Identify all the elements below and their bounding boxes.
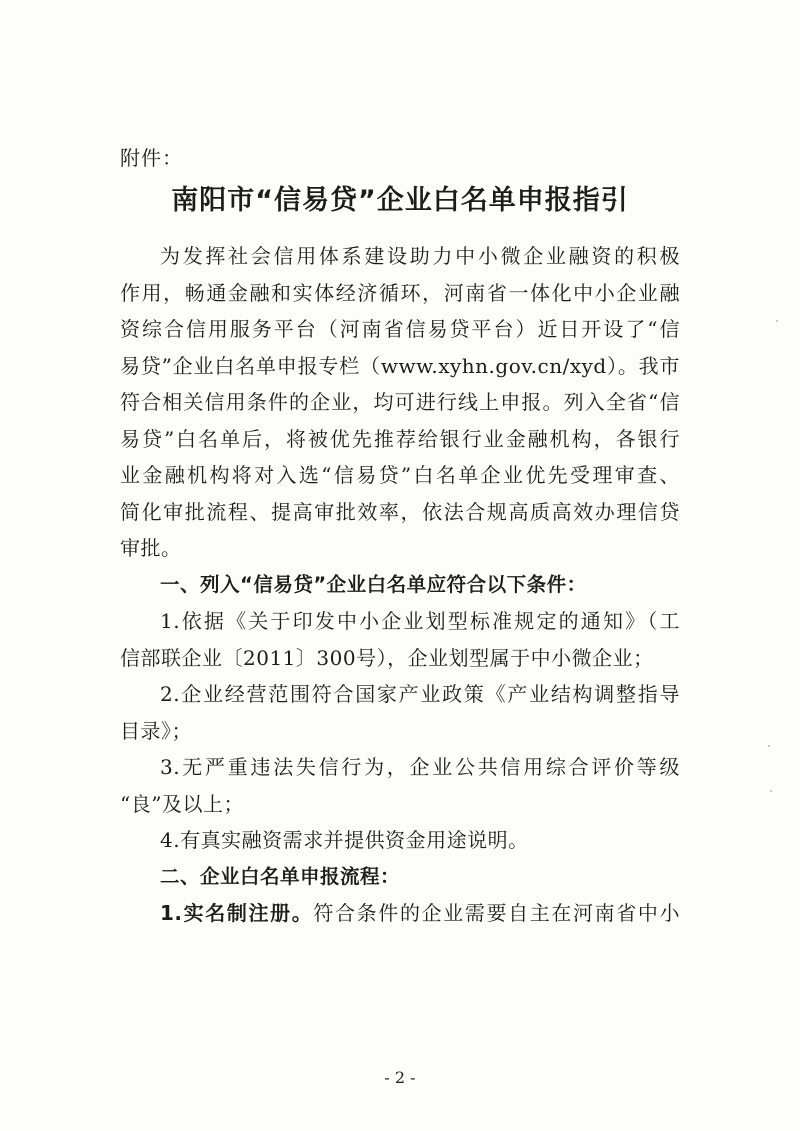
body-line: 3.无严重违法失信行为，企业公共信用综合评价等级 <box>160 755 680 779</box>
attachment-label: 附件： <box>120 146 183 170</box>
body-line: 易贷”白名单后，将被优先推荐给银行业金融机构，各银行 <box>120 426 680 451</box>
section-heading: 二、企业白名单申报流程： <box>160 864 401 888</box>
body-line <box>120 895 680 932</box>
step-text: 符合条件的企业需要自主在河南省中小 <box>313 901 680 925</box>
scan-speck <box>776 320 778 322</box>
document-body <box>120 238 680 932</box>
body-line: 作用，畅通金融和实体经济循环，河南省一体化中小企业融 <box>120 280 680 305</box>
document-title: 南阳市“信易贷”企业白名单申报指引 <box>171 185 629 216</box>
step-label: 1.实名制注册。 <box>160 901 314 925</box>
section-heading: 一、列入“信易贷”企业白名单应符合以下条件： <box>160 572 587 596</box>
body-line: “良”及以上； <box>120 791 244 816</box>
body-line: 4.有真实融资需求并提供资金用途说明。 <box>160 828 529 852</box>
body-line: 目录》； <box>120 718 192 743</box>
body-line: 易贷”企业白名单申报专栏（www.xyhn.gov.cn/xyd）。我市 <box>120 353 680 378</box>
body-line: 业金融机构将对入选“信易贷”白名单企业优先受理审查、 <box>120 463 680 487</box>
body-line: 资综合信用服务平台（河南省信易贷平台）近日开设了“信 <box>120 317 680 341</box>
body-line: 符合相关信用条件的企业，均可进行线上申报。列入全省“信 <box>120 390 680 414</box>
page-number: - 2 - <box>384 1068 416 1087</box>
body-line: 1.依据《关于印发中小企业划型标准规定的通知》（工 <box>160 609 680 633</box>
body-line: 2.企业经营范围符合国家产业政策《产业结构调整指导 <box>160 682 680 706</box>
body-line: 简化审批流程、提高审批效率，依法合规高质高效办理信贷 <box>120 499 680 524</box>
scan-speck <box>770 790 772 792</box>
body-line: 信部联企业〔2011〕300号），企业划型属于中小微企业； <box>120 645 654 670</box>
body-line: 审批。 <box>120 536 182 560</box>
body-line: 为发挥社会信用体系建设助力中小微企业融资的积极 <box>160 244 680 268</box>
scan-speck <box>768 745 770 747</box>
